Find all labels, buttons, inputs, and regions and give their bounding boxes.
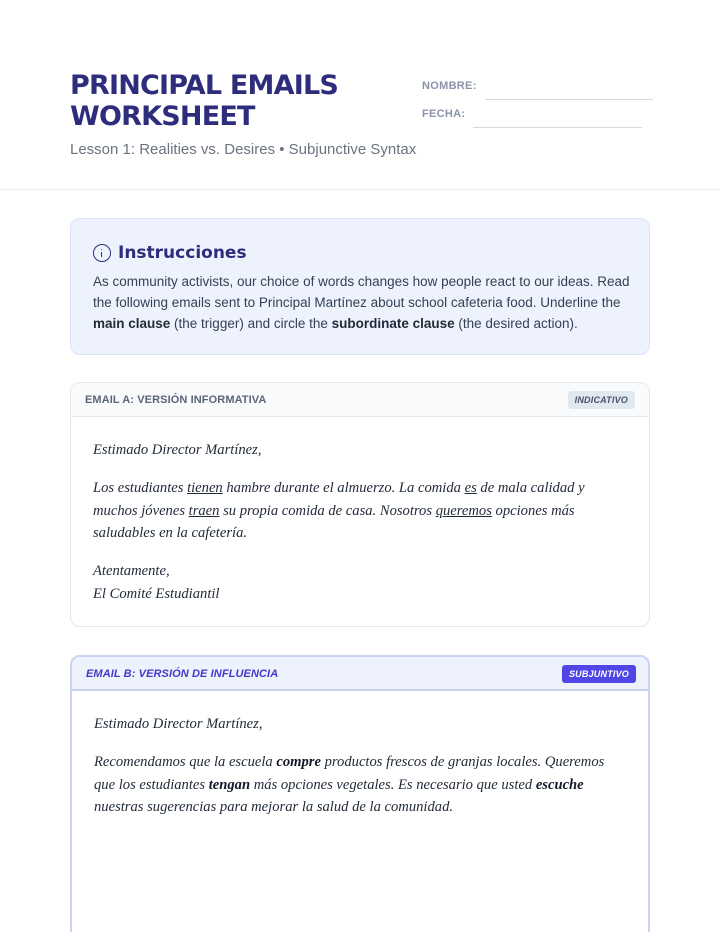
info-icon (93, 244, 111, 262)
nombre-label: NOMBRE: (422, 80, 477, 92)
email-b-greeting: Estimado Director Martínez, (94, 716, 263, 732)
instructions-heading (93, 243, 247, 263)
nombre-field[interactable] (422, 72, 653, 92)
verb-es[interactable]: es (464, 479, 477, 496)
instructions-title: Instrucciones (118, 243, 247, 263)
indicativo-badge: INDICATIVO (568, 391, 635, 409)
text-span: más opciones vegetales. Es necesario que usted (250, 776, 536, 793)
verb-tienen[interactable]: tienen (187, 479, 223, 496)
verb-traen[interactable]: traen (188, 502, 220, 519)
page-subtitle: Lesson 1: Realities vs. Desires • Subjunctive Syntax (70, 141, 417, 158)
email-b-card (70, 655, 650, 932)
subjuntivo-badge: SUBJUNTIVO (562, 665, 636, 683)
email-a-header (71, 383, 649, 417)
email-a-signoff (93, 560, 623, 606)
email-a-label: EMAIL A: VERSIÓN INFORMATIVA (85, 394, 267, 406)
text-span: hambre durante el almuerzo. La comida (222, 479, 465, 496)
verb-queremos[interactable]: queremos (435, 502, 492, 519)
subordinate-clause-term: subordinate clause (331, 315, 455, 331)
instructions-text-part: As community activists, our choice of words changes how people react to our ideas. Read the following emails sent to Principal Martínez about school cafeteria food. Underline the (93, 274, 630, 310)
instructions-text-part: (the desired action). (454, 315, 578, 331)
text-span: nuestras sugerencias para mejorar la salud de la comunidad. (94, 799, 454, 816)
text-span: productos frescos de granjas locales. Queremos que los estudiantes (94, 753, 605, 793)
verb-compre[interactable]: compre (276, 753, 321, 770)
fecha-line[interactable] (473, 127, 642, 128)
email-a-card (70, 382, 650, 627)
text-span: Los estudiantes (93, 479, 188, 496)
instructions-box (70, 218, 650, 355)
text-span: opciones más saludables en la cafetería. (93, 502, 575, 542)
verb-tengan[interactable]: tengan (208, 776, 251, 793)
text-span: Recomendamos que la escuela (94, 753, 277, 770)
main-clause-term: main clause (93, 315, 171, 331)
email-a-body (93, 439, 623, 621)
instructions-text-part: (the trigger) and circle the (170, 315, 332, 331)
instructions-text (93, 272, 633, 334)
text-span: su propia comida de casa. Nosotros (219, 502, 436, 519)
page-title: PRINCIPAL EMAILS WORKSHEET (70, 70, 338, 132)
email-a-paragraph (93, 477, 623, 545)
email-b-paragraph (94, 751, 624, 819)
verb-escuche[interactable]: escuche (535, 776, 584, 793)
worksheet-header (0, 0, 720, 190)
fecha-label: FECHA: (422, 108, 466, 120)
email-a-signature: El Comité Estudiantil (93, 585, 220, 602)
email-a-greeting: Estimado Director Martínez, (93, 442, 262, 458)
email-b-header (72, 657, 648, 691)
text-span: de mala calidad y muchos jóvenes (93, 479, 585, 519)
email-b-label: EMAIL B: VERSIÓN DE INFLUENCIA (86, 668, 279, 680)
fecha-field[interactable] (422, 100, 642, 120)
email-b-body (94, 713, 624, 834)
email-a-closing: Atentamente, (93, 563, 170, 580)
